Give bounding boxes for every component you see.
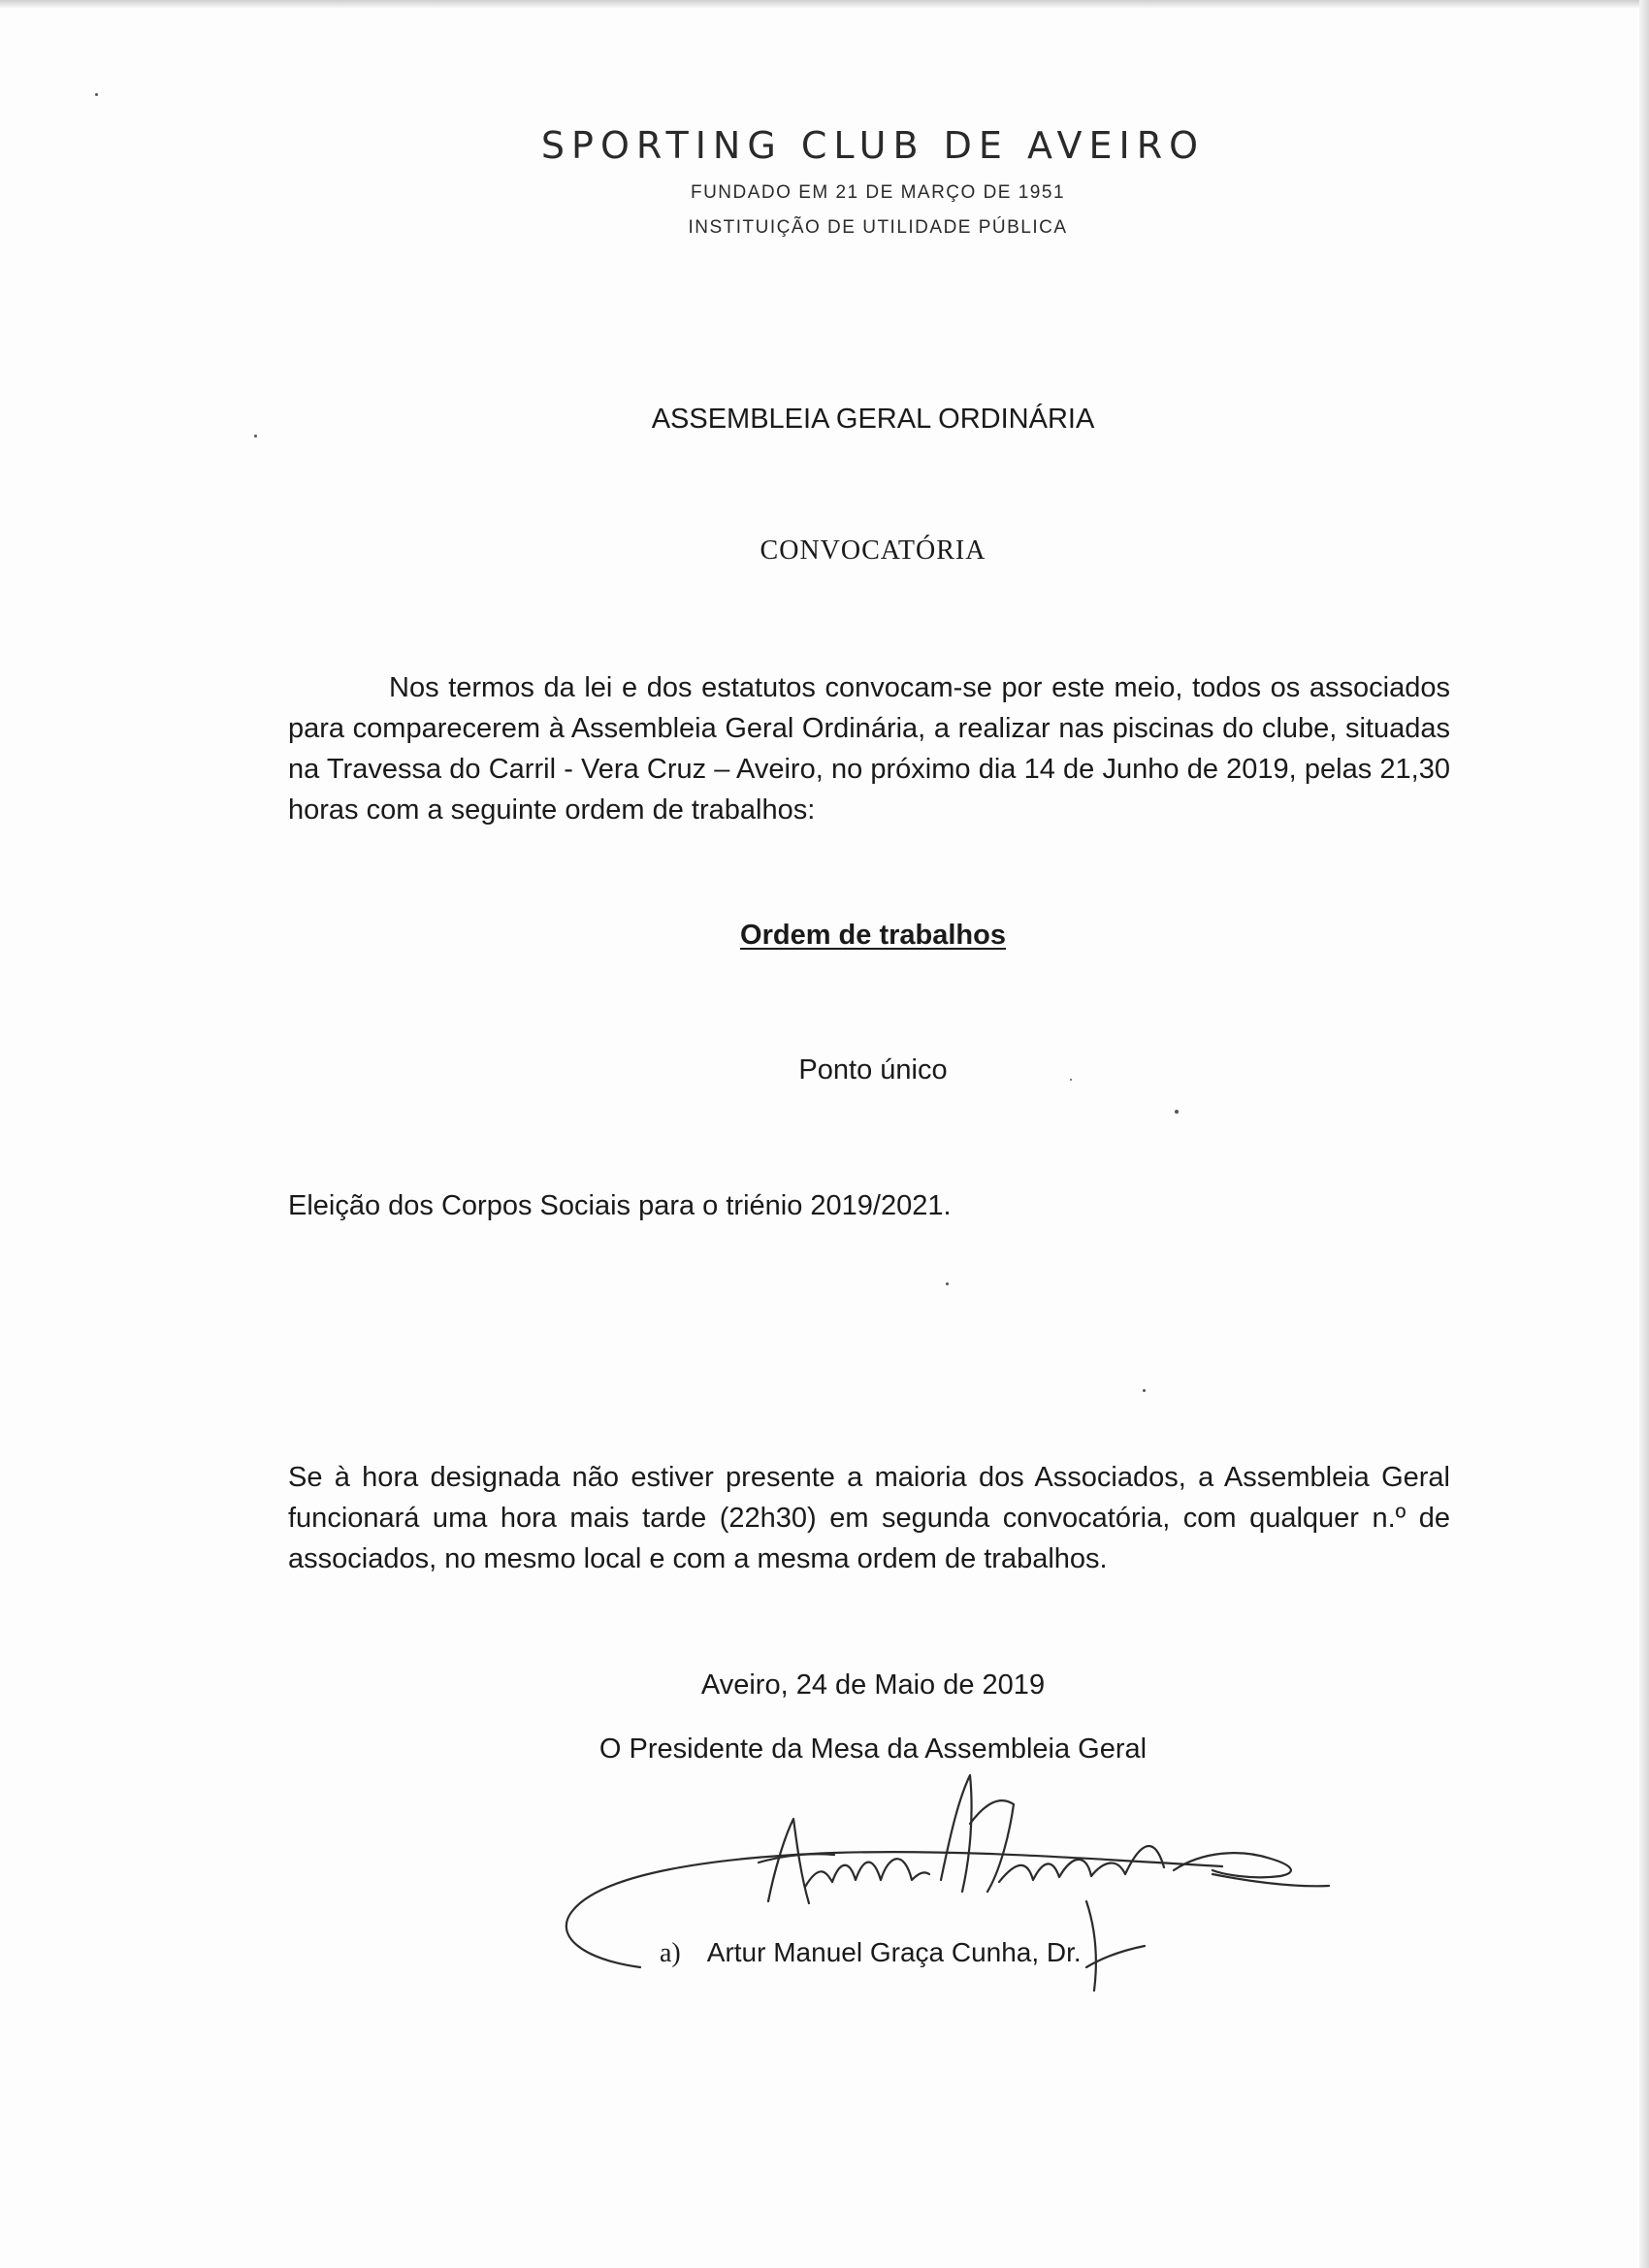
agenda-single-point: Ponto único — [798, 1054, 948, 1085]
scan-edge-top — [0, 0, 1649, 8]
quorum-paragraph: Se à hora designada não estiver presente a maioria dos Associados, a Assembleia Geral funcionará uma hora mais tarde (22h30) em segunda convocatória, com qualquer n.º de associados, no mesmo local e com a mesma ordem de trabalhos. — [288, 1462, 1450, 1574]
club-name: SPORTING CLUB DE AVEIRO — [540, 124, 1206, 167]
agenda-title: Ordem de trabalhos — [740, 920, 1006, 951]
scan-speck — [1143, 1389, 1146, 1392]
signatory-prefix: a) — [660, 1938, 681, 1968]
scan-speck — [1175, 1110, 1179, 1114]
founded-date: FUNDADO EM 21 DE MARÇO DE 1951 — [690, 182, 1066, 203]
notice-title: CONVOCATÓRIA — [760, 535, 986, 566]
agenda-item: Eleição dos Corpos Sociais para o triénio 2019/2021. — [288, 1190, 952, 1221]
scan-edge-right — [1639, 0, 1649, 2268]
scan-speck — [946, 1282, 949, 1285]
signatory-role: O Presidente da Mesa da Assembleia Geral — [598, 1733, 1148, 1765]
place-date: Aveiro, 24 de Maio de 2019 — [700, 1669, 1046, 1701]
signatory-name: Artur Manuel Graça Cunha, Dr. — [706, 1937, 1082, 1967]
institution-status: INSTITUIÇÃO DE UTILIDADE PÚBLICA — [688, 217, 1068, 238]
scan-speck — [254, 435, 257, 437]
signatory-line — [660, 1937, 1339, 1969]
scan-speck — [95, 93, 98, 96]
intro-paragraph: Nos termos da lei e dos estatutos convocam-se por este meio, todos os associados para comparecerem à Assembleia Geral Ordinária, a realizar nas piscinas do clube, situadas na Travessa do Carril - Vera Cruz – Aveiro, no próximo dia 14 de Junho de 2019, pelas 21,30 horas com a seguinte ordem de trabalhos: — [288, 672, 1450, 826]
assembly-title: ASSEMBLEIA GERAL ORDINÁRIA — [651, 404, 1095, 435]
